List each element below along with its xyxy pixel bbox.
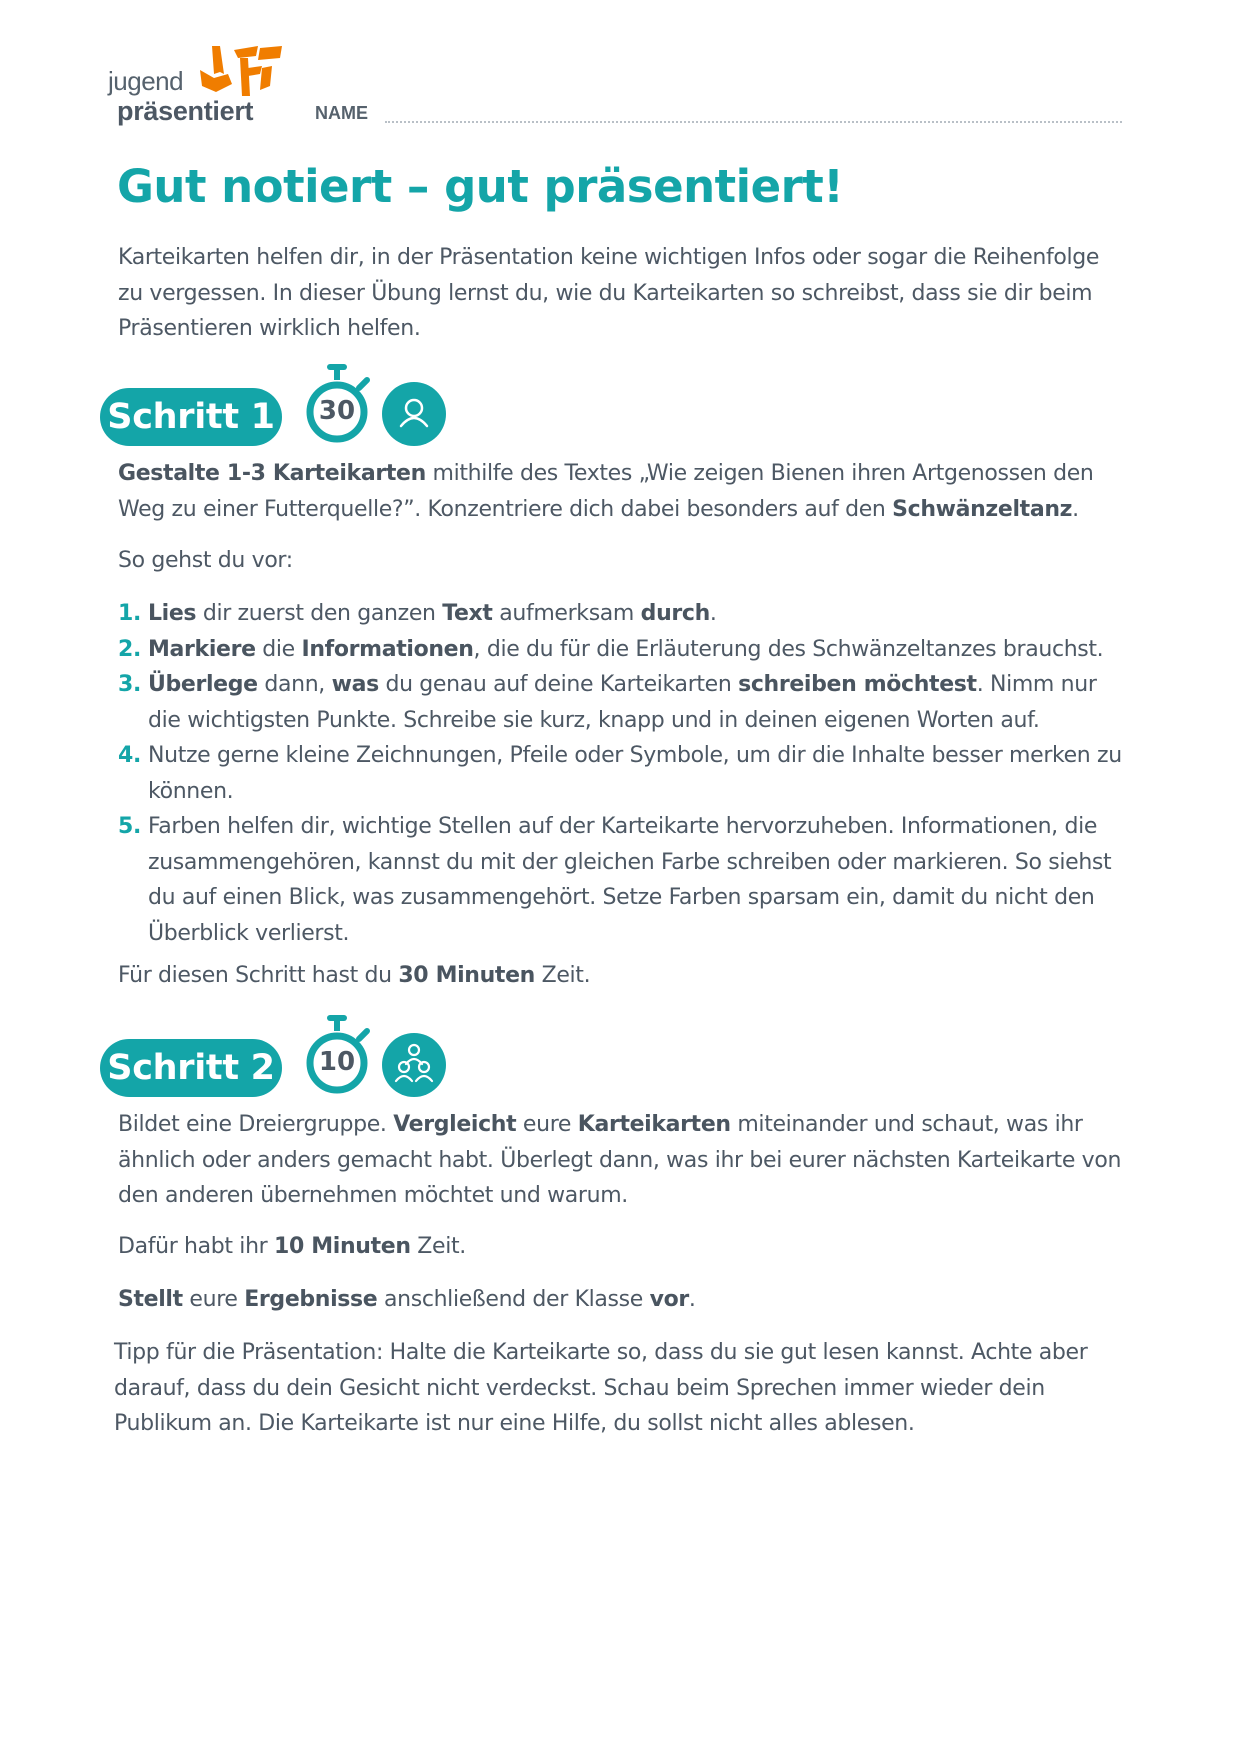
list-item: 1. Lies dir zuerst den ganzen Text aufmerksam durch. xyxy=(118,601,717,626)
single-person-icon xyxy=(382,382,446,446)
list-item: 4. Nutze gerne kleine Zeichnungen, Pfeile oder Symbole, um dir die Inhalte besser merken zu können. xyxy=(118,743,1122,804)
logo-mark-icon xyxy=(198,44,284,100)
presentation-tip: Tipp für die Präsentation: Halte die Karteikarte so, dass du sie gut lesen kannst. Achte aber darauf, dass du dein Gesicht nicht verdeckst. Schau beim Sprechen immer wieder dein Publikum an. Die Karteikarte ist nur eine Hilfe, du sollst nicht alles ablesen. xyxy=(114,1340,1088,1436)
logo-text-praesentiert: präsentiert xyxy=(117,96,254,126)
step-1-badge xyxy=(100,388,282,446)
group-badge xyxy=(382,1033,446,1097)
intro-text: Karteikarten helfen dir, in der Präsentation keine wichtigen Infos oder sogar die Reihenfolge zu vergessen. In dieser Übung lernst du, wie du Karteikarten so schreibst, dass sie dir beim Präsentieren wirklich helfen. xyxy=(118,245,1100,341)
name-label: NAME xyxy=(315,103,368,123)
step-1-task: Gestalte 1-3 Karteikarten mithilfe des Textes „Wie zeigen Bienen ihren Artgenossen den Weg zu einer Futterquelle?”. Konzentriere dich dabei besonders auf den Schwänzeltanz. xyxy=(118,461,1094,522)
list-item: 5. Farben helfen dir, wichtige Stellen auf der Karteikarte hervorzuheben. Informationen, die zusammengehören, kannst du mit der gleichen Farbe schreiben oder markieren. So siehst du auf einen Blick, was zusammengehört. Setze Farben sparsam ein, damit du nicht den Überblick verlierst. xyxy=(118,814,1112,946)
step-2-minutes: 10 xyxy=(318,1047,356,1077)
step-1-howto: So gehst du vor: xyxy=(118,548,293,573)
step-2-present: Stellt eure Ergebnisse anschließend der Klasse vor. xyxy=(118,1287,696,1312)
step-2-badge xyxy=(100,1039,282,1097)
page-title: Gut notiert – gut präsentiert! xyxy=(117,160,844,213)
step-2-task: Bildet eine Dreiergruppe. Vergleicht eure Karteikarten miteinander und schaut, was ihr ähnlich oder anders gemacht habt. Überlegt dann, was ihr bei eurer nächsten Karteikarte von den anderen übernehmen möchtet und warum. xyxy=(118,1112,1122,1208)
list-item: 2. Markiere die Informationen, die du für die Erläuterung des Schwänzeltanzes brauchst. xyxy=(118,636,1104,662)
step-1-time: Für diesen Schritt hast du 30 Minuten Zeit. xyxy=(118,963,591,988)
logo-text-jugend: jugend xyxy=(108,66,184,96)
step-1-label: Schritt 1 xyxy=(107,397,275,437)
step-2-time: Dafür habt ihr 10 Minuten Zeit. xyxy=(118,1234,466,1259)
step-1-instructions xyxy=(118,596,1128,951)
single-person-badge xyxy=(382,382,446,446)
group-icon xyxy=(382,1033,446,1097)
name-input-line[interactable] xyxy=(385,121,1122,123)
step-2-label: Schritt 2 xyxy=(107,1048,275,1088)
step-1-minutes: 30 xyxy=(318,396,356,426)
list-item: 3. Überlege dann, was du genau auf deine Karteikarten schreiben möchtest. Nimm nur die wichtigsten Punkte. Schreibe sie kurz, knapp und in deinen eigenen Worten auf. xyxy=(118,672,1097,733)
